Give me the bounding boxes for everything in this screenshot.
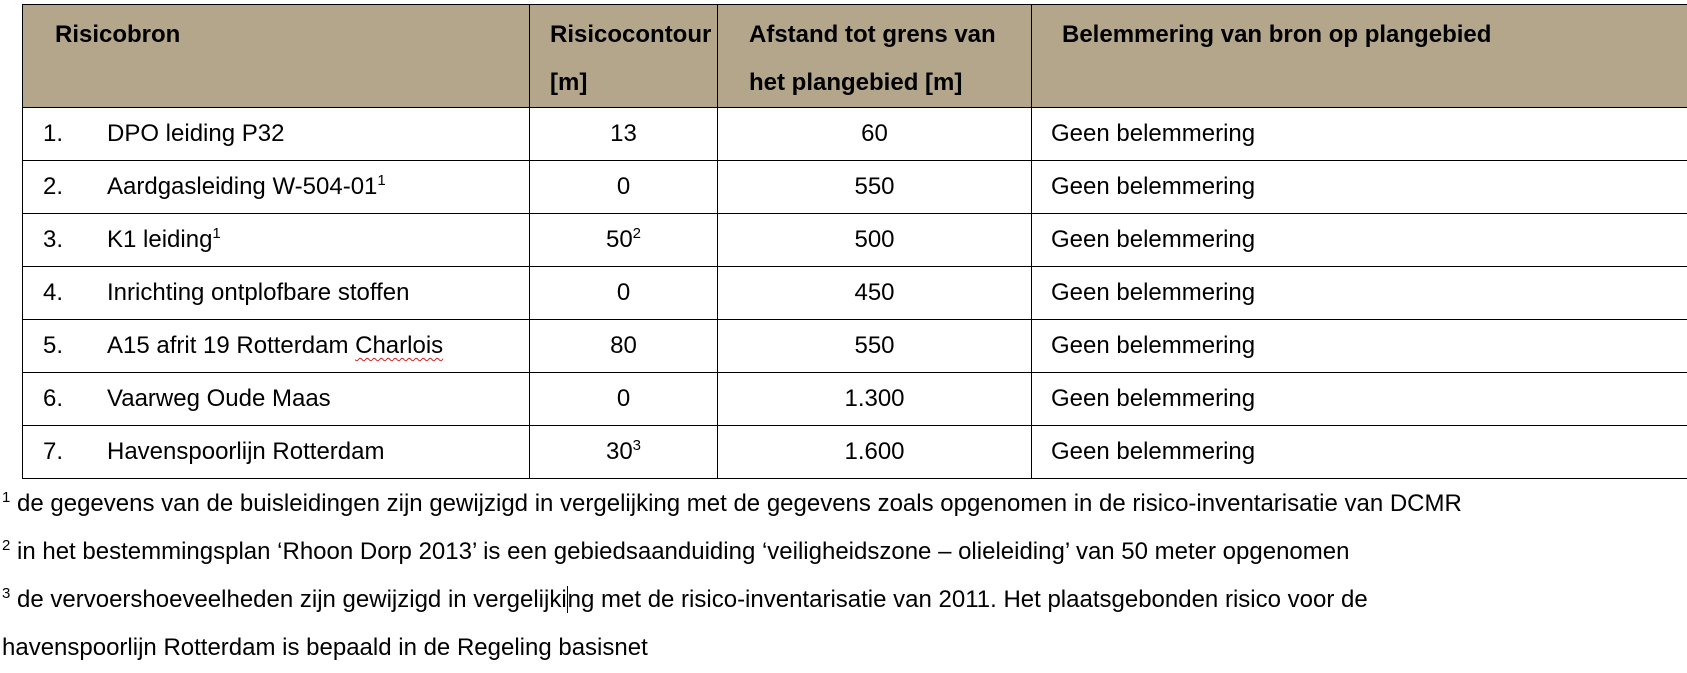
footnote-3-continuation: havenspoorlijn Rotterdam is bepaald in de Regeling basisnet xyxy=(2,634,648,661)
footnote-ref: 1 xyxy=(212,225,221,242)
cell-impact: Geen belemmering xyxy=(1032,161,1687,214)
cell-source: 4. Inrichting ontplofbare stoffen xyxy=(23,267,530,320)
cell-distance: 450 xyxy=(718,267,1032,320)
footnote-ref: 1 xyxy=(377,172,386,189)
cell-impact: Geen belemmering xyxy=(1032,108,1687,161)
cell-contour: 80 xyxy=(530,320,718,373)
table-row xyxy=(23,426,1687,479)
cell-source: 6. Vaarweg Oude Maas xyxy=(23,373,530,426)
header-belemmering: Belemmering van bron op plangebied xyxy=(1032,5,1687,108)
cell-source: 2. Aardgasleiding $W-504-01^1$ xyxy=(23,161,530,214)
cell-source: 3. K1 leiding$^1$ xyxy=(23,214,530,267)
footnote-2: $^2$ in het bestemmingsplan ‘Rhoon Dorp 2013’ is een gebiedsaanduiding ‘veiligheidszone – olieleiding’ van 50 meter opgenomen xyxy=(2,537,1350,565)
cell-impact: Geen belemmering xyxy=(1032,373,1687,426)
cell-distance: 1.600 xyxy=(718,426,1032,479)
cell-distance: 1.300 xyxy=(718,373,1032,426)
cell-contour: 13 xyxy=(530,108,718,161)
cell-source: 1. DPO leiding P32 xyxy=(23,108,530,161)
header-risicocontour: Risicocontour [m] xyxy=(530,5,718,108)
cell-contour: 0 xyxy=(530,161,718,214)
cell-contour: 0 xyxy=(530,267,718,320)
cell-distance: 60 xyxy=(718,108,1032,161)
cell-distance: 500 xyxy=(718,214,1032,267)
cell-source: 7. Havenspoorlijn Rotterdam xyxy=(23,426,530,479)
table-row xyxy=(23,267,1687,320)
header-afstand: Afstand tot grens van het plangebied [m] xyxy=(718,5,1032,108)
table-row xyxy=(23,108,1687,161)
spellcheck-word[interactable]: Charlois xyxy=(355,332,444,359)
table-row xyxy=(23,373,1687,426)
header-row xyxy=(23,5,1687,108)
footnotes xyxy=(2,480,1462,672)
footnote-ref: 3 xyxy=(632,437,642,454)
table-row xyxy=(23,320,1687,373)
cell-contour: 0 xyxy=(530,373,718,426)
footnote-marker: 1 xyxy=(2,489,11,506)
table-row xyxy=(23,161,1687,214)
cell-impact: Geen belemmering xyxy=(1032,214,1687,267)
footnote-3: $^3$ de vervoershoeveelheden zijn gewijzigd in vergelijking met de risico-inventarisatie van 2011. Het plaatsgebonden risico voor de xyxy=(2,585,1368,613)
cell-contour: $50^2$ xyxy=(530,214,718,267)
cell-source: 5. A15 afrit 19 Rotterdam Charlois xyxy=(23,320,530,373)
risk-table xyxy=(22,4,1687,479)
cell-impact: Geen belemmering xyxy=(1032,267,1687,320)
header-risicobron: Risicobron xyxy=(23,5,530,108)
cell-distance: 550 xyxy=(718,161,1032,214)
cell-impact: Geen belemmering xyxy=(1032,320,1687,373)
footnote-marker: 2 xyxy=(2,537,11,554)
footnote-ref: 2 xyxy=(632,225,642,242)
cell-contour: $30^3$ xyxy=(530,426,718,479)
cell-distance: 550 xyxy=(718,320,1032,373)
footnote-marker: 3 xyxy=(2,585,11,602)
table-row xyxy=(23,214,1687,267)
cell-impact: Geen belemmering xyxy=(1032,426,1687,479)
footnote-1: $^1$ de gegevens van de buisleidingen zijn gewijzigd in vergelijking met de gegevens zoals opgenomen in de risico-inventarisatie van DCMR xyxy=(2,489,1462,517)
